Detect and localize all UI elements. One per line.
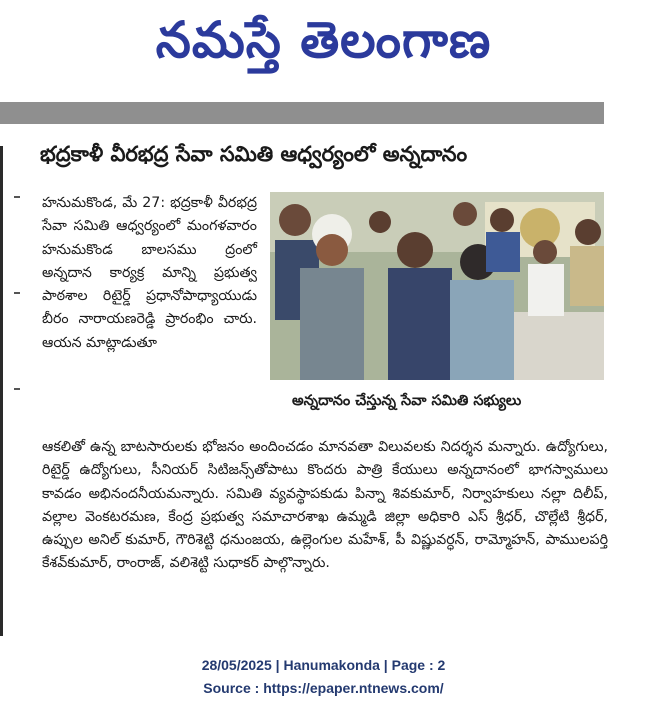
article-column-text: హనుమకొండ, మే 27: భద్రకాళీ వీరభద్ర సేవా సమితి ఆధ్వర్యంలో మంగళవారం హనుమకొండ బాలసము ద్రంలో అన్నదాన కార్యక్ర మాన్ని ప్రభుత్వ పాఠశాల రిటైర్డ్ ప్రధానోపాధ్యాయుడు బీరం నారాయణరెడ్డి ప్రారంభిం చారు. ఆయన మాట్లాడుతూ	[42, 195, 257, 351]
header-band	[0, 102, 604, 124]
article-photo	[270, 192, 604, 380]
masthead-title: నమస్తే తెలంగాణ	[155, 10, 492, 69]
newspaper-masthead	[0, 0, 647, 82]
article-headline: భద్రకాళీ వీరభద్ర సేవా సమితి ఆధ్వర్యంలో అన్నదానం	[40, 142, 468, 166]
rule-tick	[14, 388, 20, 390]
photo-caption: అన్నదానం చేస్తున్న సేవా సమితి సభ్యులు	[292, 393, 522, 409]
rule-tick	[14, 196, 20, 198]
footer-source-line: Source : https://epaper.ntnews.com/	[203, 680, 444, 696]
column-rule	[0, 146, 3, 636]
rule-tick	[14, 292, 20, 294]
footer-date-line: 28/05/2025 | Hanumakonda | Page : 2	[201, 657, 446, 673]
article-full-text: ఆకలితో ఉన్న బాటసారులకు భోజనం అందించడం మానవతా విలువలకు నిదర్శన మన్నారు. ఉద్యోగులు, రిటైర్డ్ ఉద్యోగులు, సీనియర్ సిటిజన్స్‌తోపాటు కొందరు పాత్రి కేయులు అన్నదానంలో భాగస్వాములు కావడం అభినందనీయమన్నారు. సమితి వ్యవస్థాపకుడు పిన్నా శివకుమార్, నిర్వాహకులు నల్లా దిలీప్, వల్లాల వెంకటరమణ, కేంద్ర ప్రభుత్వ సమాచారశాఖ ఉమ్మడి జిల్లా అధికారి ఎస్ శ్రీధర్, చొల్లేటి శ్రీధర్, ఉప్పుల అనిల్ కుమార్, గౌరిశెట్టి ధనుంజయ, ఉల్లెంగుల మహేశ్, పీ విష్ణువర్ధన్, రామ్మోహన్, పాములపర్తి కేశవ్‌కుమార్, రాంరాజ్, వలిశెట్టి సుధాకర్ పాల్గొన్నారు.	[42, 439, 608, 572]
